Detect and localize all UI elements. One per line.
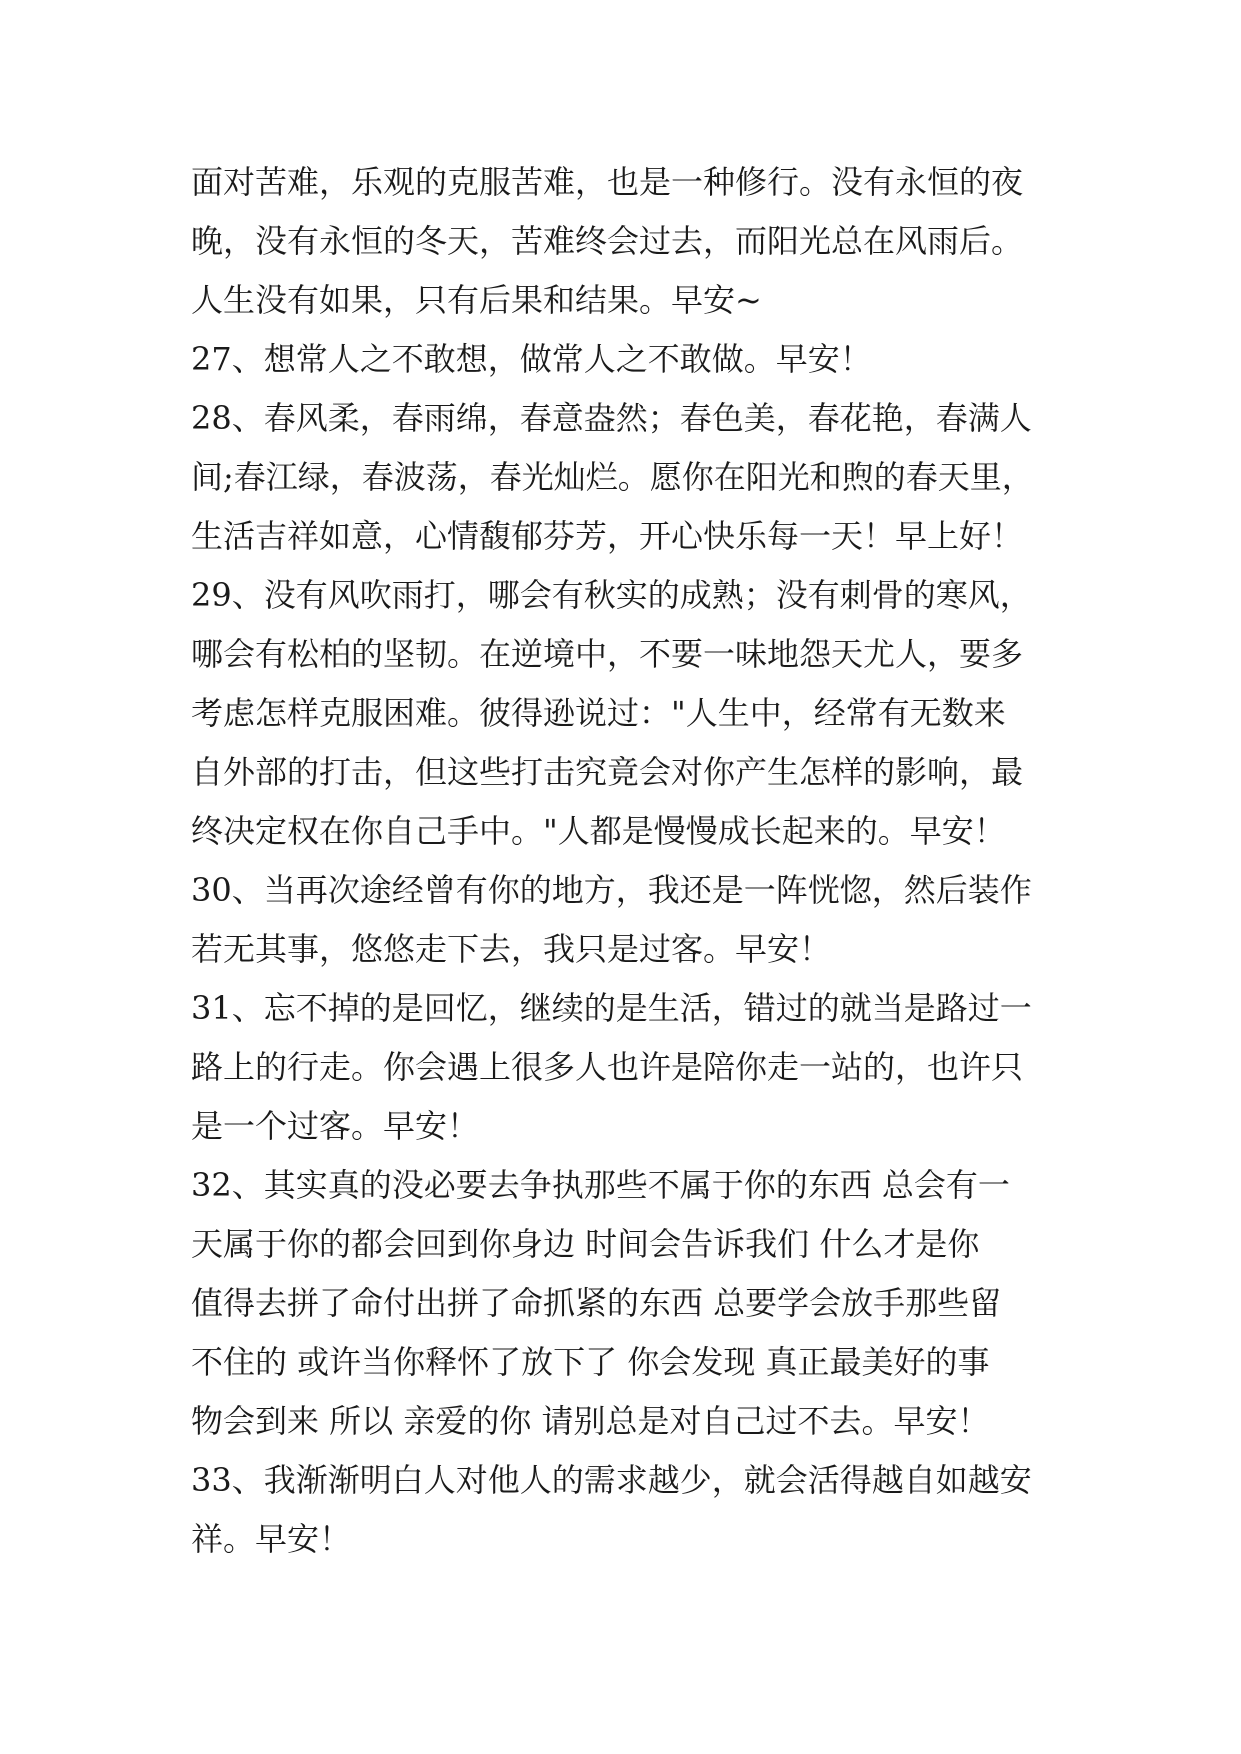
text-line: 生活吉祥如意，心情馥郁芬芳，开心快乐每一天！早上好！ xyxy=(191,517,1024,555)
text-line: 值得去拼了命付出拼了命抓紧的东西 总要学会放手那些留 xyxy=(191,1284,1002,1322)
text-line: 不住的 或许当你释怀了放下了 你会发现 真正最美好的事 xyxy=(191,1343,990,1381)
text-line: 物会到来 所以 亲爱的你 请别总是对自己过不去。早安！ xyxy=(191,1402,990,1440)
text-line: 面对苦难，乐观的克服苦难，也是一种修行。没有永恒的夜 xyxy=(191,163,1024,201)
text-line: 晚，没有永恒的冬天，苦难终会过去，而阳光总在风雨后。 xyxy=(191,222,1024,260)
text-line: 31、忘不掉的是回忆，继续的是生活，错过的就当是路过一 xyxy=(191,989,1032,1027)
text-line: 是一个过客。早安！ xyxy=(191,1107,480,1145)
text-line: 33、我渐渐明白人对他人的需求越少，就会活得越自如越安 xyxy=(191,1461,1032,1499)
text-line: 32、其实真的没必要去争执那些不属于你的东西 总会有一 xyxy=(191,1166,1010,1204)
text-line: 天属于你的都会回到你身边 时间会告诉我们 什么才是你 xyxy=(191,1225,980,1263)
text-line: 间;春江绿，春波荡，春光灿烂。愿你在阳光和煦的春天里， xyxy=(191,458,1034,496)
document-body xyxy=(191,153,1091,1569)
text-line: 27、想常人之不敢想，做常人之不敢做。早安！ xyxy=(191,340,872,378)
text-line: 自外部的打击，但这些打击究竟会对你产生怎样的影响，最 xyxy=(191,753,1024,791)
text-line: 祥。早安！ xyxy=(191,1520,352,1558)
text-line: 考虑怎样克服困难。彼得逊说过："人生中，经常有无数来 xyxy=(191,694,1006,732)
text-line: 30、当再次途经曾有你的地方，我还是一阵恍惚，然后装作 xyxy=(191,871,1032,909)
text-line: 29、没有风吹雨打，哪会有秋实的成熟；没有刺骨的寒风， xyxy=(191,576,1032,614)
text-line: 若无其事，悠悠走下去，我只是过客。早安！ xyxy=(191,930,832,968)
text-line: 28、春风柔，春雨绵，春意盎然；春色美，春花艳，春满人 xyxy=(191,399,1032,437)
text-line: 人生没有如果，只有后果和结果。早安~ xyxy=(191,281,762,319)
text-line: 终决定权在你自己手中。"人都是慢慢成长起来的。早安！ xyxy=(191,812,1006,850)
text-line: 哪会有松柏的坚韧。在逆境中，不要一味地怨天尤人，要多 xyxy=(191,635,1024,673)
text-line: 路上的行走。你会遇上很多人也许是陪你走一站的，也许只 xyxy=(191,1048,1024,1086)
